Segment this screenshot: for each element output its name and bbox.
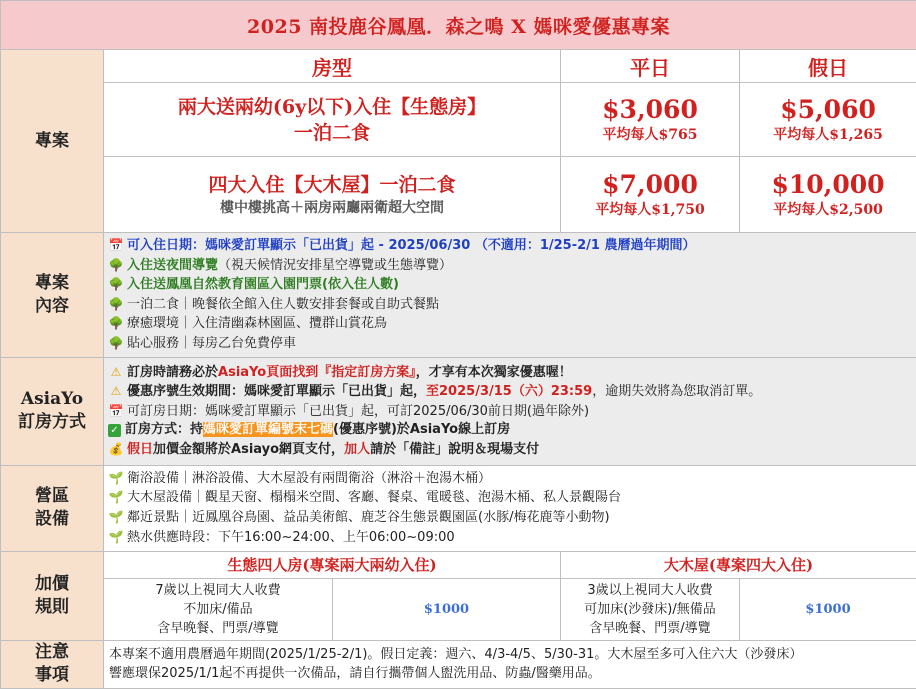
sprout-icon: 🌱 bbox=[108, 469, 124, 488]
addon-left-rule: 7歲以上視同大人收費 不加床/備品 含早晚餐、門票/導覽 bbox=[104, 578, 333, 640]
content-line-tour: 🌳 入住送夜間導覽（視天候情況安排星空導覽或生態導覽） bbox=[108, 256, 912, 276]
booking-line-method: ✓ 訂房方式：持媽咪愛訂單編號末七碼(優惠序號)於AsiaYo線上訂房 bbox=[108, 421, 912, 440]
plan-row-2-holiday-price: $10,000 平均每人$2,500 bbox=[740, 157, 916, 233]
facility-line: 🌱 熱水供應時段：下午16:00~24:00、上午06:00~09:00 bbox=[108, 528, 912, 548]
facilities-side-label: 營區 設備 bbox=[1, 465, 104, 551]
warning-icon: ⚠ bbox=[108, 363, 124, 382]
booking-line-payment: 💰 假日加價金額將於Asiayo網頁支付，加人請於「備註」說明＆現場支付 bbox=[108, 440, 912, 460]
plans-side-label: 專案 bbox=[1, 50, 104, 233]
notes-details: 本專案不適用農曆過年期間(2025/1/25-2/1)。假日定義：週六、4/3-4/5、5/30-31。大木屋至多可入住六大（沙發床） 響應環保2025/1/1起不再提供一次備品，請自行攜帶個人盥洗用品、防蟲/醫藥用品。 bbox=[104, 640, 916, 688]
facilities-details bbox=[104, 465, 916, 551]
booking-line-dates: 📅 可訂房日期：媽咪愛訂單顯示「已出貨」起，可訂2025/06/30前日期(過年除外) bbox=[108, 402, 912, 422]
content-line-service: 🌳 貼心服務｜每房乙台免費停車 bbox=[108, 334, 912, 354]
calendar-icon: 📅 bbox=[108, 236, 124, 255]
content-side-label: 專案 內容 bbox=[1, 233, 104, 358]
page-title: 2025 南投鹿谷鳳凰．森之鳴 X 媽咪愛優惠專案 bbox=[1, 1, 916, 50]
notes-side-label: 注意 事項 bbox=[1, 640, 104, 688]
calendar-icon: 📅 bbox=[108, 402, 124, 421]
warning-icon: ⚠ bbox=[108, 382, 124, 401]
plan-row-2-name: 四大入住【大木屋】一泊二食 樓中樓挑高＋兩房兩廳兩衛超大空間 bbox=[104, 157, 561, 233]
holiday-header: 假日 bbox=[740, 50, 916, 83]
tree-icon: 🌳 bbox=[108, 295, 124, 314]
tree-icon: 🌳 bbox=[108, 334, 124, 353]
addon-left-fee: $1000 bbox=[333, 578, 561, 640]
content-details bbox=[104, 233, 916, 358]
weekday-header: 平日 bbox=[561, 50, 740, 83]
booking-line-validity: ⚠ 優惠序號生效期間：媽咪愛訂單顯示「已出貨」起，至2025/3/15（六）23:59，逾期失效將為您取消訂單。 bbox=[108, 382, 912, 402]
sprout-icon: 🌱 bbox=[108, 508, 124, 527]
tree-icon: 🌳 bbox=[108, 314, 124, 333]
plan-row-1-weekday-price: $3,060 平均每人$765 bbox=[561, 83, 740, 157]
sprout-icon: 🌱 bbox=[108, 528, 124, 547]
facility-line: 🌱 鄰近景點｜近鳳凰谷鳥園、益品美術館、鹿芝谷生態景觀園區(水豚/梅花鹿等小動物) bbox=[108, 508, 912, 528]
content-line-ticket: 🌳 入住送鳳凰自然教育園區入園門票(依入住人數) bbox=[108, 275, 912, 295]
tree-icon: 🌳 bbox=[108, 275, 124, 294]
facility-line: 🌱 大木屋設備｜觀星天窗、榻榻米空間、客廳、餐桌、電暖毯、泡湯木桶、私人景觀陽台 bbox=[108, 488, 912, 508]
content-line-environment: 🌳 療癒環境｜入住清幽森林園區、攬群山賞花鳥 bbox=[108, 314, 912, 334]
money-bag-icon: 💰 bbox=[108, 440, 124, 459]
addon-right-header: 大木屋(專案四大入住) bbox=[561, 551, 916, 578]
content-line-meals: 🌳 一泊二食｜晚餐依全館入住人數安排套餐或自助式餐點 bbox=[108, 295, 912, 315]
sprout-icon: 🌱 bbox=[108, 488, 124, 507]
facility-line: 🌱 衛浴設備｜淋浴設備、大木屋設有兩間衛浴（淋浴＋泡湯木桶） bbox=[108, 469, 912, 489]
booking-side-label: AsiaYo 訂房方式 bbox=[1, 357, 104, 465]
booking-details bbox=[104, 357, 916, 465]
addon-left-header: 生態四人房(專案兩大兩幼入住) bbox=[104, 551, 561, 578]
check-icon: ✓ bbox=[108, 424, 121, 437]
plan-row-2-weekday-price: $7,000 平均每人$1,750 bbox=[561, 157, 740, 233]
addon-right-fee: $1000 bbox=[740, 578, 916, 640]
plan-row-1-holiday-price: $5,060 平均每人$1,265 bbox=[740, 83, 916, 157]
room-type-header: 房型 bbox=[104, 50, 561, 83]
plan-row-1-name: 兩大送兩幼(6y以下)入住【生態房】 一泊二食 bbox=[104, 83, 561, 157]
tree-icon: 🌳 bbox=[108, 256, 124, 275]
content-line-dates: 📅 可入住日期：媽咪愛訂單顯示「已出貨」起 - 2025/06/30 （不適用：1/25-2/1 農曆過年期間） bbox=[108, 236, 912, 256]
booking-line-notice: ⚠ 訂房時請務必於AsiaYo頁面找到『指定訂房方案』，才享有本次獨家優惠喔！ bbox=[108, 363, 912, 383]
addon-right-rule: 3歲以上視同大人收費 可加床(沙發床)/無備品 含早晚餐、門票/導覽 bbox=[561, 578, 740, 640]
addon-side-label: 加價 規則 bbox=[1, 551, 104, 640]
